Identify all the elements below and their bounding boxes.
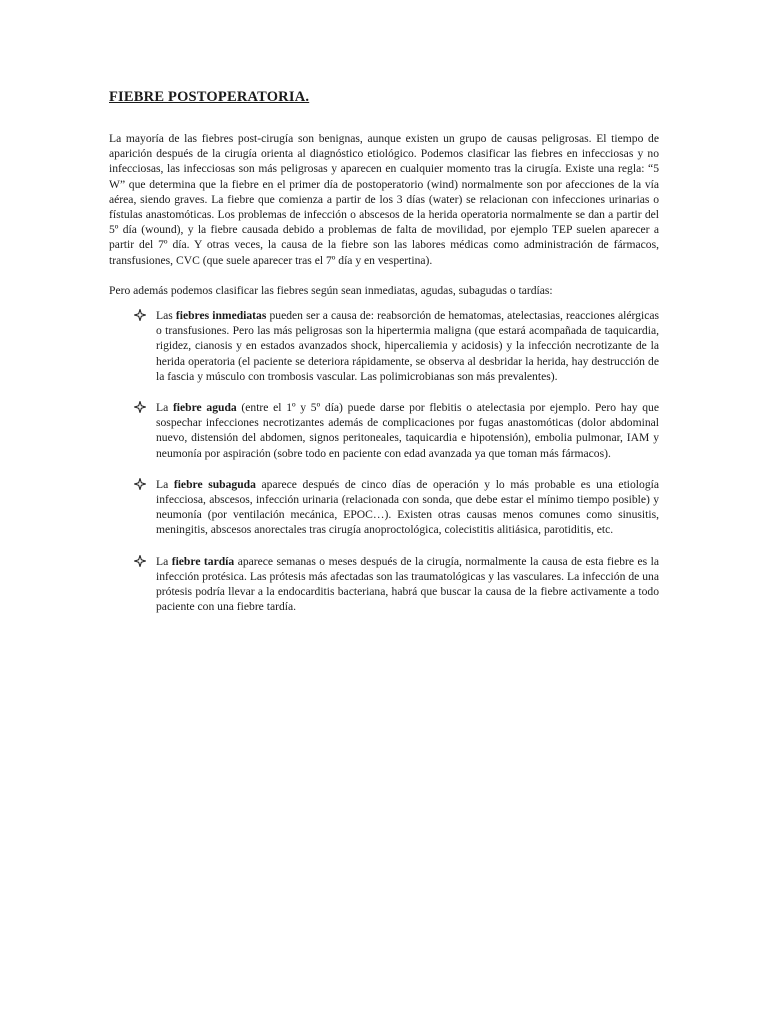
diamond-star-icon <box>134 478 146 490</box>
bullet-prefix: La <box>156 477 174 491</box>
list-item-fiebre-tardia <box>109 554 659 615</box>
list-item-fiebre-subaguda <box>109 477 659 538</box>
list-item-fiebre-aguda <box>109 400 659 461</box>
bullet-term: fiebres inmediatas <box>175 309 267 323</box>
bullet-prefix: La <box>156 401 173 415</box>
diamond-star-icon <box>134 555 146 567</box>
bullet-text: aparece semanas o meses después de la cirugía, normalmente la causa de esta fiebre es la infección protésica. Las prótesis más afectadas son las traumatológicas y las vasculares. La infección de una prótesis podría llevar a la endocarditis bacteriana, habrá que buscar la causa de la fiebre activamente a todo paciente con una fiebre tardía. <box>156 554 659 614</box>
diamond-star-icon <box>134 401 146 413</box>
document-title: FIEBRE POSTOPERATORIA. <box>109 89 310 105</box>
bullet-text: pueden ser a causa de: reabsorción de hematomas, atelectasias, reacciones alérgicas o transfusiones. Pero las más peligrosas son la hipertermia maligna (que estará acompañada de taquicardia, rigidez, cianosis y en estados avanzados shock, hipercaliemia y acidosis) y la infección necrotizante de la herida operatoria (el paciente se deteriora rápidamente, se observa al desbridar la herida, hay destrucción de la fascia y músculo con trombosis vascular. Las polimicrobianas son más prevalentes). <box>156 309 659 383</box>
bullet-prefix: La <box>156 554 172 568</box>
document-page <box>109 88 659 630</box>
diamond-star-icon <box>134 309 146 321</box>
bullet-prefix: Las <box>156 309 176 323</box>
bullet-term: fiebre tardía <box>171 554 235 568</box>
list-item-fiebres-inmediatas <box>109 308 659 384</box>
bullet-text: aparece después de cinco días de operación y lo más probable es una etiología infecciosa, abscesos, infección urinaria (relacionada con sonda, que debe estar el mínimo tiempo posible) y neumonía (por ventilación mecánica, EPOC…). Existen otras causas menos comunes como sinusitis, meningitis, abscesos anorectales tras cirugía anoproctológica, colecistitis alitiásica, parotiditis, etc. <box>156 477 659 537</box>
fever-types-list <box>109 308 659 614</box>
bullet-text: (entre el 1º y 5º día) puede darse por flebitis o atelectasia por ejemplo. Pero hay que sospechar infecciones necrotizantes además de complicaciones por fugas anastomóticas (dolor abdominal nuevo, distensión del abdomen, signos peritoneales, taquicardia e hipotensión), embolia pulmonar, IAM y neumonía por aspiración (sobre todo en paciente con edad avanzada ya que toman más fármacos). <box>156 401 659 460</box>
bullet-term: fiebre subaguda <box>173 477 256 491</box>
classification-lead-paragraph: Pero además podemos clasificar las fiebres según sean inmediatas, agudas, subagudas o tardías: <box>109 283 553 297</box>
bullet-term: fiebre aguda <box>172 401 237 415</box>
intro-paragraph: La mayoría de las fiebres post-cirugía son benignas, aunque existen un grupo de causas peligrosas. El tiempo de aparición después de la cirugía orienta al diagnóstico etiológico. Podemos clasificar las fiebres en infecciosas y no infecciosas, las infecciosas son más peligrosas y aparecen en cualquier momento tras la cirugía. Existe una regla: “5 W” que determina que la fiebre en el primer día de postoperatorio (wind) normalmente son por afecciones de la vía aérea, siendo graves. La fiebre que comienza a partir de los 3 días (water) se relacionan con infecciones urinarias o fístulas anastomóticas. Los problemas de infección o abscesos de la herida operatoria normalmente se dan a partir del 5º día (wound), y la fiebre causada debido a problemas de falta de movilidad, por ejemplo TEP suelen aparecer a partir del 7º día. Y otras veces, la causa de la fiebre son las labores médicas como administración de fármacos, transfusiones, CVC (que suele aparecer tras el 7º día y en vespertina). <box>109 132 659 267</box>
